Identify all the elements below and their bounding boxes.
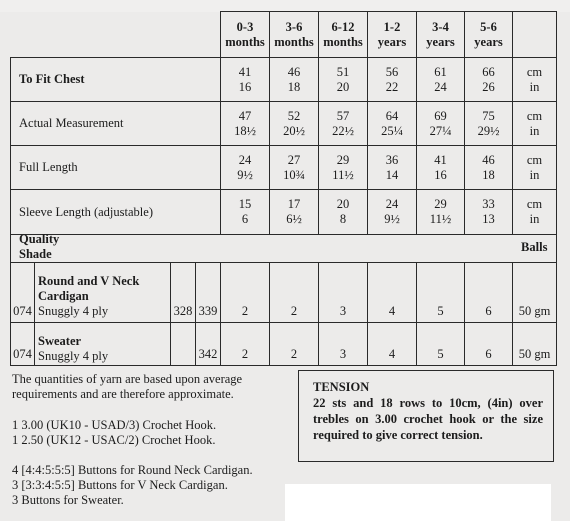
row-label: Actual Measurement	[11, 102, 221, 146]
note-line: requirements and are therefore approximate.	[12, 387, 234, 401]
cell: 41 16	[221, 58, 270, 102]
weight-cell: 50 gm	[513, 263, 557, 323]
cell: 46 18	[465, 146, 513, 190]
size-col-4: 3-4 years	[417, 12, 465, 58]
measure-row-actual	[11, 102, 557, 146]
cell: 64 25¼	[368, 102, 417, 146]
size-col-3: 1-2 years	[368, 12, 417, 58]
cell: 66 26	[465, 58, 513, 102]
quality-heading: QualityShade	[11, 232, 171, 263]
balls-cell: 2	[270, 263, 319, 323]
tension-box	[298, 370, 554, 462]
cell: 51 20	[319, 58, 368, 102]
cell: 15 6	[221, 190, 270, 235]
note-line: 3 [3:3:4:5:5] Buttons for V Neck Cardigan.	[12, 478, 228, 492]
measure-row-length	[11, 146, 557, 190]
size-header-row	[11, 12, 557, 58]
shade-2: 339	[196, 263, 221, 323]
cell: 29 11½	[417, 190, 465, 235]
cell: 52 20½	[270, 102, 319, 146]
size-col-5: 5-6 years	[465, 12, 513, 58]
cell: 47 18½	[221, 102, 270, 146]
unit-cell: cm in	[513, 58, 557, 102]
balls-cell: 4	[368, 263, 417, 323]
cell: 75 29½	[465, 102, 513, 146]
yarn-header-row	[11, 232, 557, 263]
weight-cell: 50 gm	[513, 323, 557, 366]
unit-cell: cm in	[513, 190, 557, 235]
cell: 36 14	[368, 146, 417, 190]
cell: 17 6½	[270, 190, 319, 235]
tension-body: 22 sts and 18 rows to 10cm, (4in) over trebles on 3.00 crochet hook or the size required to give correct tension.	[313, 396, 543, 442]
cell: 24 9½	[368, 190, 417, 235]
unit-cell: cm in	[513, 146, 557, 190]
note-line: 1 2.50 (UK12 - USAC/2) Crochet Hook.	[12, 433, 216, 447]
size-col-2: 6-12 months	[319, 12, 368, 58]
cell: 41 16	[417, 146, 465, 190]
buttons-note	[12, 463, 253, 508]
note-line: 4 [4:4:5:5:5] Buttons for Round Neck Cardigan.	[12, 463, 253, 477]
balls-cell: 2	[221, 263, 270, 323]
balls-cell: 2	[221, 323, 270, 366]
shade-1	[171, 323, 196, 366]
yarn-code: 074	[11, 263, 35, 323]
note-line: 3 Buttons for Sweater.	[12, 493, 124, 507]
size-col-0: 0-3 months	[221, 12, 270, 58]
size-col-1: 3-6 months	[270, 12, 319, 58]
measure-row-sleeve	[11, 190, 557, 235]
yarn-row-sweater	[11, 323, 557, 366]
unit-col-header	[513, 12, 557, 58]
yarn-table	[10, 232, 557, 366]
cell: 56 22	[368, 58, 417, 102]
measure-row-chest	[11, 58, 557, 102]
note-line: The quantities of yarn are based upon average	[12, 372, 243, 386]
size-table	[10, 11, 557, 235]
balls-cell: 4	[368, 323, 417, 366]
balls-cell: 2	[270, 323, 319, 366]
balls-heading: Balls	[513, 232, 557, 263]
yarn-row-cardigan	[11, 263, 557, 323]
header-spacer	[171, 232, 513, 263]
cell: 20 8	[319, 190, 368, 235]
tension-title: TENSION	[313, 380, 370, 394]
balls-cell: 3	[319, 263, 368, 323]
yarn-desc: Sweater Snuggly 4 ply	[35, 323, 171, 366]
cell: 29 11½	[319, 146, 368, 190]
unit-cell: cm in	[513, 102, 557, 146]
cell: 27 10¾	[270, 146, 319, 190]
cell: 24 9½	[221, 146, 270, 190]
balls-cell: 5	[417, 263, 465, 323]
yarn-code: 074	[11, 323, 35, 366]
yarn-desc: Round and V Neck Cardigan Snuggly 4 ply	[35, 263, 171, 323]
row-label: Sleeve Length (adjustable)	[11, 190, 221, 235]
cell: 57 22½	[319, 102, 368, 146]
balls-cell: 6	[465, 323, 513, 366]
cell: 46 18	[270, 58, 319, 102]
balls-cell: 3	[319, 323, 368, 366]
note-line: 1 3.00 (UK10 - USAD/3) Crochet Hook.	[12, 418, 217, 432]
hooks-note	[12, 418, 216, 448]
row-label: Full Length	[11, 146, 221, 190]
blank-area	[285, 484, 551, 521]
corner-cell	[11, 12, 221, 58]
shade-1: 328	[171, 263, 196, 323]
balls-cell: 6	[465, 263, 513, 323]
row-label: To Fit Chest	[11, 58, 221, 102]
cell: 33 13	[465, 190, 513, 235]
quantities-note	[12, 372, 242, 402]
cell: 69 27¼	[417, 102, 465, 146]
balls-cell: 5	[417, 323, 465, 366]
cell: 61 24	[417, 58, 465, 102]
shade-2: 342	[196, 323, 221, 366]
